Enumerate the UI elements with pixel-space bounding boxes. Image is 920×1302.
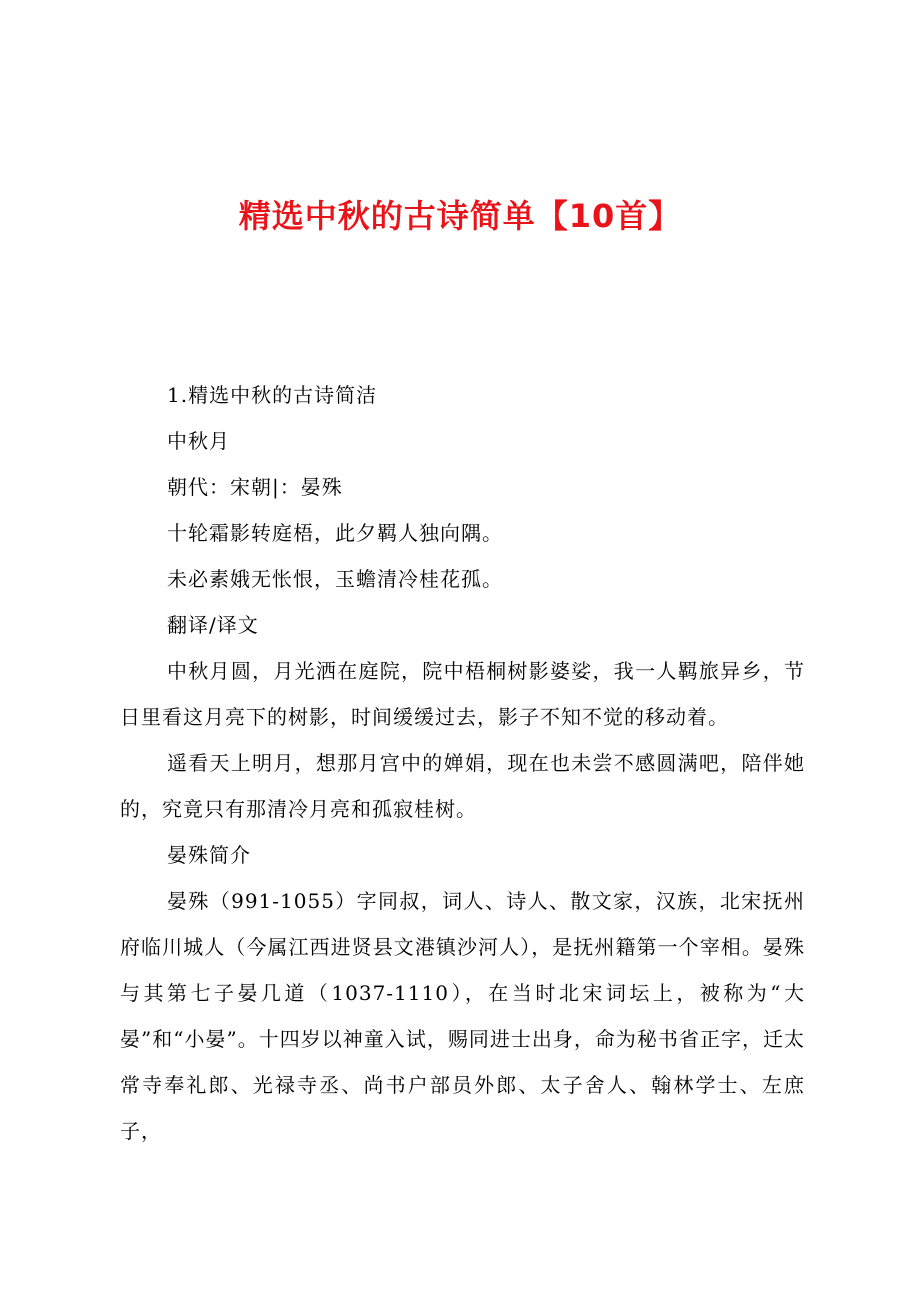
document-body [120,372,805,1154]
document-title: 精选中秋的古诗简单【10首】 [238,197,682,235]
section-heading: 1.精选中秋的古诗简洁 [167,383,378,407]
poem-line-1: 十轮霜影转庭梧，此夕羁人独向隅。 [167,521,503,545]
translation-paragraph-2: 遥看天上明月，想那月宫中的婵娟，现在也未尝不感圆满吧，陪伴她的，究竟只有那清冷月亮和孤寂桂树。 [120,751,805,821]
bio-heading: 晏殊简介 [167,843,251,867]
poem-line-2: 未必素娥无怅恨，玉蟾清冷桂花孤。 [167,567,503,591]
translation-heading: 翻译/译文 [167,613,259,637]
translation-paragraph-1: 中秋月圆，月光洒在庭院，院中梧桐树影婆娑，我一人羁旅异乡，节日里看这月亮下的树影，时间缓缓过去，影子不知不觉的移动着。 [120,659,805,729]
poem-title: 中秋月 [167,429,230,453]
bio-paragraph: 晏殊（991-1055）字同叔，词人、诗人、散文家，汉族，北宋抚州府临川城人（今属江西进贤县文港镇沙河人），是抚州籍第一个宰相。晏殊与其第七子晏几道（1037-1110），在当时北宋词坛上，被称为“大晏”和“小晏”。十四岁以神童入试，赐同进士出身，命为秘书省正字，迁太常寺奉礼郎、光禄寺丞、尚书户部员外郎、太子舍人、翰林学士、左庶子， [120,889,805,1143]
poem-author: 朝代：宋朝|：晏殊 [167,475,343,499]
